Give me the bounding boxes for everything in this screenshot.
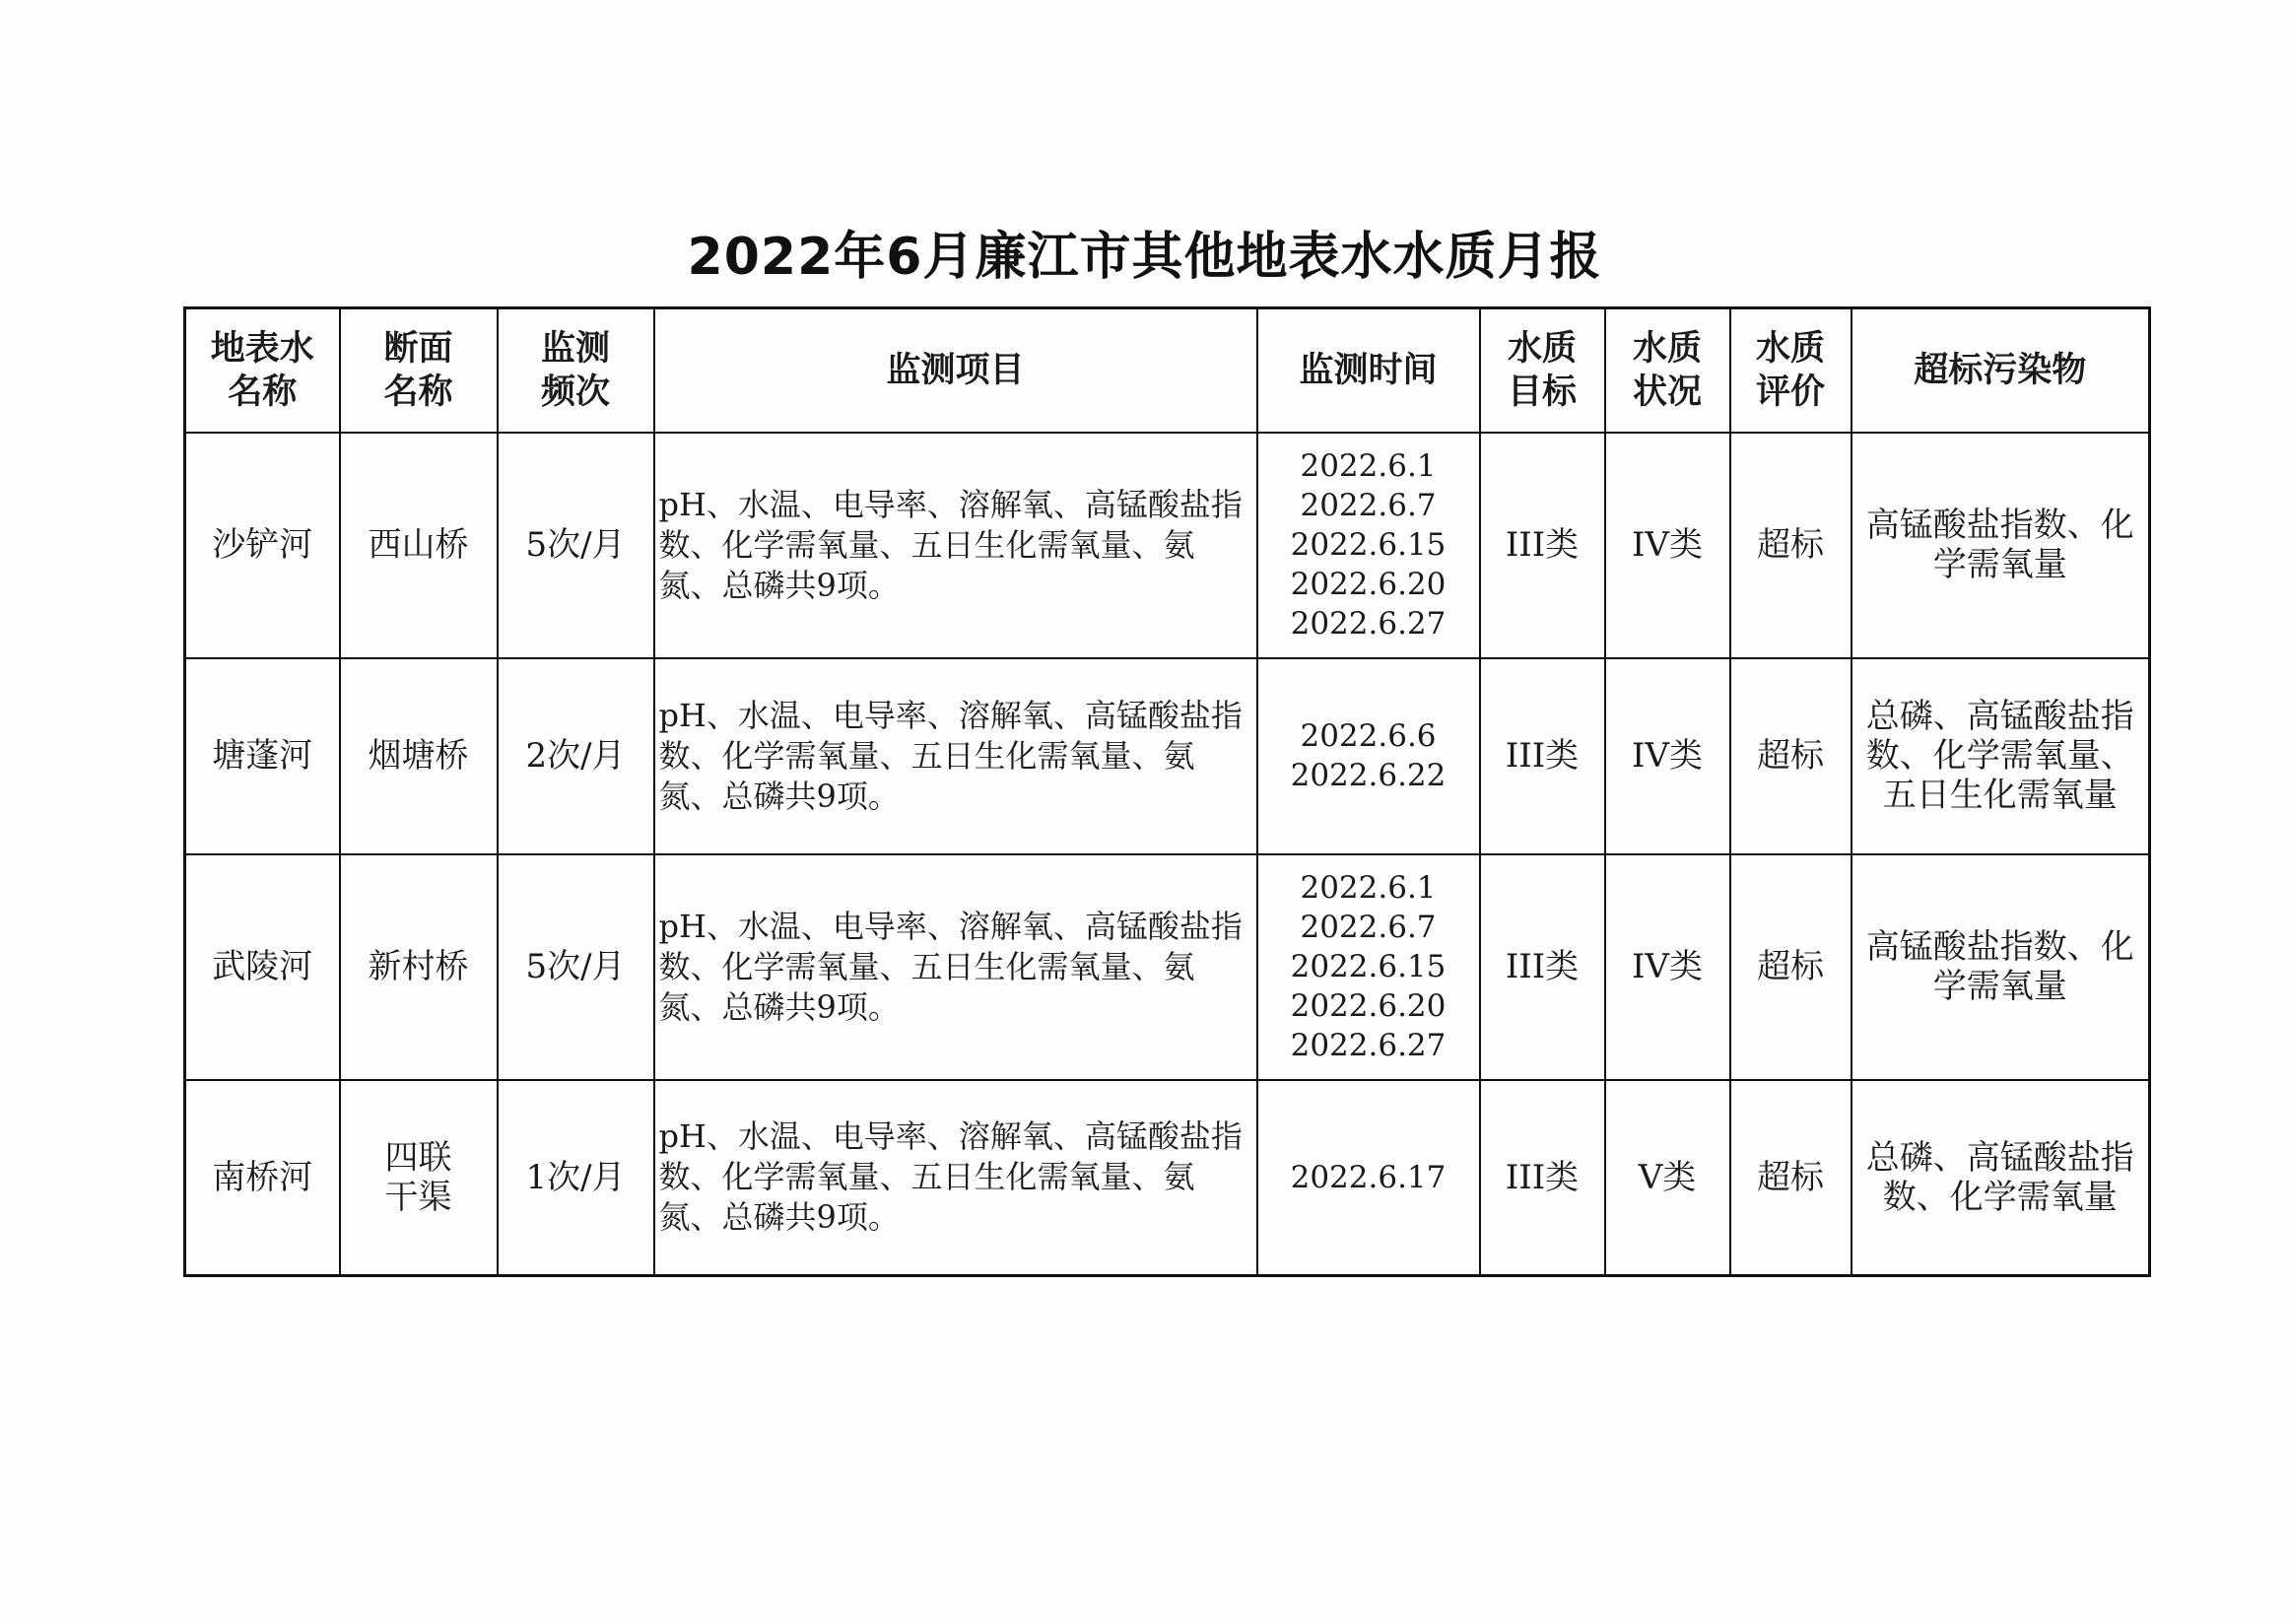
cell-status: IV类: [1605, 658, 1730, 854]
cell-section: 四联干渠: [340, 1080, 498, 1276]
cell-water-body: 南桥河: [185, 1080, 340, 1276]
header-frequency: 监测 频次: [498, 308, 654, 433]
header-pollutants: 超标污染物: [1851, 308, 2150, 433]
cell-dates: 2022.6.6 2022.6.22: [1257, 658, 1480, 854]
cell-section: 新村桥: [340, 854, 498, 1080]
header-section: 断面 名称: [340, 308, 498, 433]
table-row: [185, 1080, 2150, 1276]
cell-items: pH、水温、电导率、溶解氧、高锰酸盐指数、化学需氧量、五日生化需氧量、氨氮、总磷共9项。: [654, 1080, 1257, 1276]
cell-water-body: 武陵河: [185, 854, 340, 1080]
cell-pollutants: 高锰酸盐指数、化学需氧量: [1851, 854, 2150, 1080]
table-row: [185, 658, 2150, 854]
cell-water-body: 塘蓬河: [185, 658, 340, 854]
cell-target: III类: [1480, 658, 1605, 854]
cell-target: III类: [1480, 1080, 1605, 1276]
cell-section: 烟塘桥: [340, 658, 498, 854]
cell-water-body: 沙铲河: [185, 433, 340, 658]
page-title: 2022年6月廉江市其他地表水水质月报: [687, 228, 1602, 287]
cell-evaluation: 超标: [1730, 433, 1851, 658]
cell-section: 西山桥: [340, 433, 498, 658]
table-row: [185, 854, 2150, 1080]
table-row: [185, 433, 2150, 658]
header-water-body: 地表水 名称: [185, 308, 340, 433]
cell-evaluation: 超标: [1730, 854, 1851, 1080]
header-target: 水质 目标: [1480, 308, 1605, 433]
cell-pollutants: 总磷、高锰酸盐指数、化学需氧量: [1851, 1080, 2150, 1276]
cell-frequency: 2次/月: [498, 658, 654, 854]
cell-pollutants: 总磷、高锰酸盐指数、化学需氧量、五日生化需氧量: [1851, 658, 2150, 854]
cell-items: pH、水温、电导率、溶解氧、高锰酸盐指数、化学需氧量、五日生化需氧量、氨氮、总磷共9项。: [654, 433, 1257, 658]
cell-status: V类: [1605, 1080, 1730, 1276]
cell-target: III类: [1480, 854, 1605, 1080]
cell-status: IV类: [1605, 433, 1730, 658]
cell-dates: 2022.6.1 2022.6.7 2022.6.15 2022.6.20 2022.6.27: [1257, 433, 1480, 658]
cell-status: IV类: [1605, 854, 1730, 1080]
cell-dates: 2022.6.1 2022.6.7 2022.6.15 2022.6.20 2022.6.27: [1257, 854, 1480, 1080]
water-quality-table: [183, 306, 2151, 1277]
cell-items: pH、水温、电导率、溶解氧、高锰酸盐指数、化学需氧量、五日生化需氧量、氨氮、总磷共9项。: [654, 854, 1257, 1080]
cell-dates: 2022.6.17: [1257, 1080, 1480, 1276]
cell-pollutants: 高锰酸盐指数、化学需氧量: [1851, 433, 2150, 658]
cell-evaluation: 超标: [1730, 658, 1851, 854]
header-row: [185, 308, 2150, 433]
header-items: 监测项目: [654, 308, 1257, 433]
cell-target: III类: [1480, 433, 1605, 658]
cell-items: pH、水温、电导率、溶解氧、高锰酸盐指数、化学需氧量、五日生化需氧量、氨氮、总磷共9项。: [654, 658, 1257, 854]
header-status: 水质 状况: [1605, 308, 1730, 433]
header-time: 监测时间: [1257, 308, 1480, 433]
header-evaluation: 水质 评价: [1730, 308, 1851, 433]
cell-evaluation: 超标: [1730, 1080, 1851, 1276]
cell-frequency: 5次/月: [498, 433, 654, 658]
cell-frequency: 1次/月: [498, 1080, 654, 1276]
cell-frequency: 5次/月: [498, 854, 654, 1080]
